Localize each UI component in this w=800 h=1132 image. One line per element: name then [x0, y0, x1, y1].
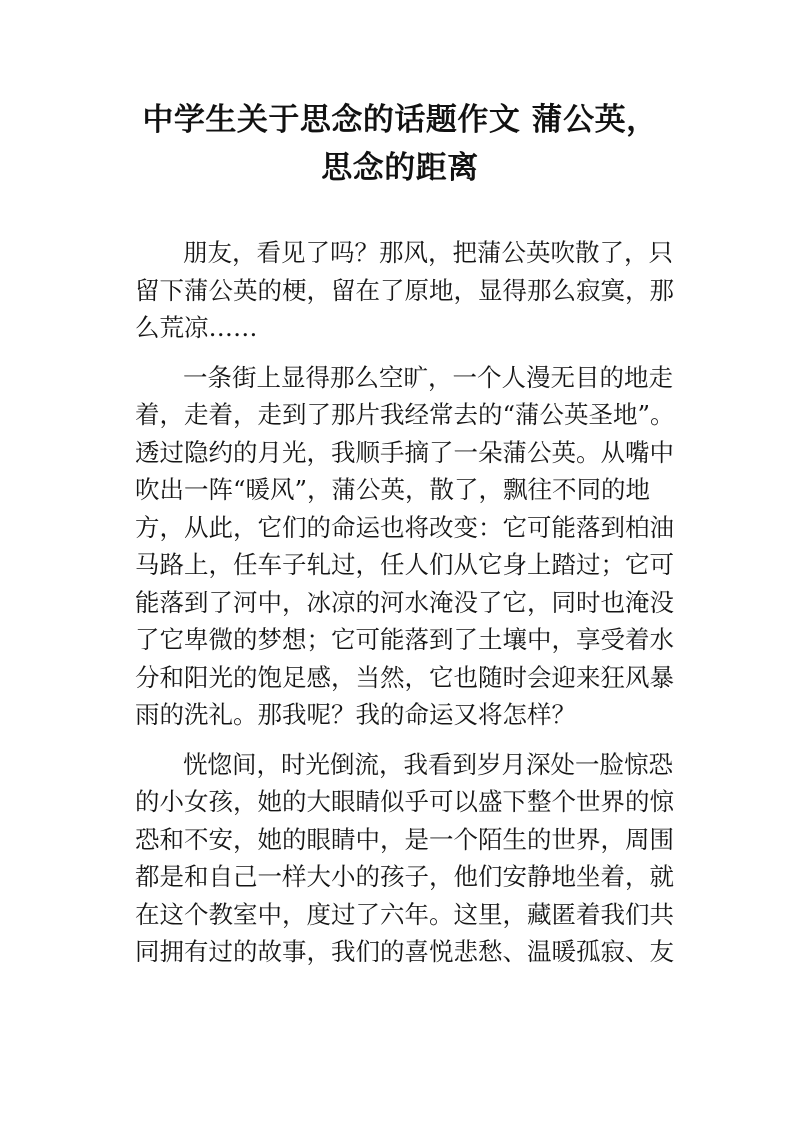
paragraph-3 [135, 746, 674, 971]
paragraph-line: 方，从此，它们的命运也将改变：它可能落到柏油 [135, 512, 674, 542]
paragraph-line: 一条街上显得那么空旷，一个人漫无目的地走 [183, 362, 673, 392]
paragraph-line: 都是和自己一样大小的孩子，他们安静地坐着，就 [135, 862, 674, 891]
paragraph-line: 的小女孩，她的大眼睛似乎可以盛下整个世界的惊 [135, 787, 674, 816]
paragraph-line: 留下蒲公英的梗，留在了原地，显得那么寂寞，那 [135, 275, 674, 305]
paragraph-line: 同拥有过的故事，我们的喜悦悲愁、温暖孤寂、友 [135, 937, 674, 966]
document-body [135, 234, 675, 983]
paragraph-line: 在这个教室中，度过了六年。这里，藏匿着我们共 [135, 899, 674, 929]
paragraph-line: 了它卑微的梦想；它可能落到了土壤中，享受着水 [135, 625, 674, 654]
paragraph-line: 马路上，任车子轧过，任人们从它身上踏过；它可 [135, 550, 674, 579]
title-line-1: 中学生关于思念的话题作文 蒲公英， [142, 102, 658, 138]
document-title [120, 96, 680, 192]
paragraph-line: 吹出一阵“暖风”，蒲公英，散了，飘往不同的地 [135, 475, 651, 504]
paragraph-1 [135, 234, 674, 347]
paragraph-2 [135, 359, 675, 734]
paragraph-line: 能落到了河中，冰凉的河水淹没了它，同时也淹没 [135, 587, 674, 617]
title-line-2: 思念的距离 [321, 150, 479, 186]
paragraph-line: 恍惚间，时光倒流，我看到岁月深处一脸惊恐 [183, 749, 673, 779]
paragraph-line: 雨的洗礼。那我呢？我的命运又将怎样？ [135, 700, 576, 729]
paragraph-line: 着，走着，走到了那片我经常去的“蒲公英圣地”。 [135, 400, 675, 429]
paragraph-line: 分和阳光的饱足感，当然，它也随时会迎来狂风暴 [135, 662, 674, 692]
paragraph-line: 透过隐约的月光，我顺手摘了一朵蒲公英。从嘴中 [135, 437, 674, 467]
paragraph-line: 么荒凉…… [135, 313, 258, 342]
paragraph-line: 恐和不安，她的眼睛中，是一个陌生的世界，周围 [135, 824, 674, 854]
paragraph-line: 朋友，看见了吗？那风，把蒲公英吹散了，只 [183, 238, 673, 267]
